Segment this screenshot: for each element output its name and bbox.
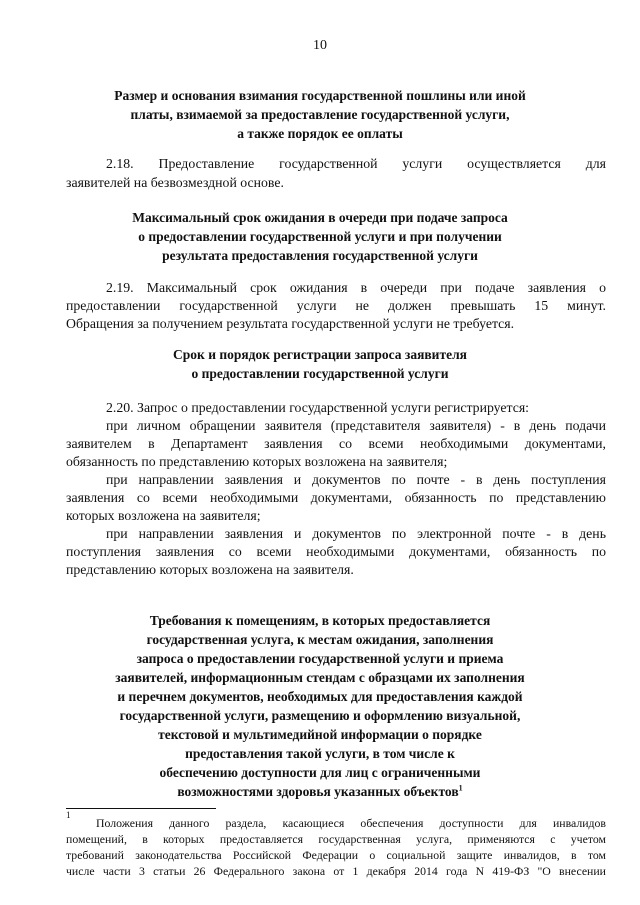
heading-line: возможностями здоровья указанных объектов [177,784,459,799]
heading-line: а также порядок ее оплаты [237,126,403,141]
footnote-reference[interactable]: 1 [458,783,463,793]
heading-line: заявителей, информационным стендам с образцами их заполнения [115,670,525,685]
footnote-line: Положения данного раздела, касающиеся обеспечения доступности для инвалидов [96,816,606,830]
section-heading-registration [60,345,580,383]
section-heading-wait [60,208,580,265]
heading-line: Размер и основания взимания государственной пошлины или иной [114,88,526,103]
paragraph-2-18-line: 2.18. Предоставление государственной услуги осуществляется для [106,156,606,171]
paragraph-2-20-line: при личном обращении заявителя (представителя заявителя) - в день подачи [106,418,606,433]
heading-line: текстовой и мультимедийной информации о порядке [158,727,482,742]
page-number: 10 [313,38,327,53]
paragraph-2-20-line: при направлении заявления и документов по почте - в день поступления [106,472,606,487]
section-heading-requirements [60,611,580,801]
paragraph-2-20-line: при направлении заявления и документов по электронной почте - в день [106,526,606,541]
heading-line: предоставления такой услуги, в том числе к [185,746,455,761]
paragraph-2-20-line: которых возложена на заявителя; [66,508,261,523]
paragraph-2-20-line: обязанность по представлению которых возложена на заявителя; [66,454,448,469]
heading-line: о предоставлении государственной услуги [191,366,449,381]
section-heading-fee [60,86,580,143]
paragraph-2-20-line: представлению которых возложена на заявителя. [66,562,354,577]
footnote-line: числе части 3 статьи 26 Федерального закона от 1 декабря 2014 года N 419-ФЗ "О внесении [66,864,606,878]
heading-line: о предоставлении государственной услуги и при получении [138,229,502,244]
heading-line: и перечнем документов, необходимых для предоставления каждой [117,689,523,704]
heading-line: Требования к помещениям, в которых предоставляется [149,613,491,628]
paragraph-2-20-line: поступления заявления со всеми необходимыми документами, обязанность по [66,544,606,559]
paragraph-2-19-line: предоставлении государственной услуги не должен превышать 15 минут. [66,298,606,313]
footnote-line: требований законодательства Российской Федерации о социальной защите инвалидов, в том [66,848,606,862]
footnote-divider [66,808,216,809]
paragraph-2-18-line: заявителей на безвозмездной основе. [66,175,284,190]
paragraph-2-19-line: 2.19. Максимальный срок ожидания в очереди при подаче заявления о [106,280,606,295]
paragraph-2-19-line: Обращения за получением результата государственной услуги не требуется. [66,316,515,331]
footnote-line: помещений, в которых предоставляется государственная услуга, применяются с учетом [66,832,606,846]
heading-line: государственной услуги, размещению и оформлению визуальной, [119,708,521,723]
heading-line: запроса о предоставлении государственной услуги и приема [136,651,504,666]
paragraph-2-20-line: заявления со всеми необходимыми документами, обязанность по представлению [66,490,606,505]
heading-line: Максимальный срок ожидания в очереди при подаче запроса [132,210,508,225]
heading-line: государственная услуга, к местам ожидания, заполнения [146,632,494,647]
heading-line: обеспечению доступности для лиц с ограниченными [159,765,481,780]
footnote-mark: 1 [66,810,71,820]
paragraph-2-20-line: 2.20. Запрос о предоставлении государственной услуги регистрируется: [106,400,530,415]
heading-line: результата предоставления государственной услуги [162,248,478,263]
heading-line: платы, взимаемой за предоставление государственной услуги, [130,107,510,122]
heading-line-last [60,782,580,801]
heading-line: Срок и порядок регистрации запроса заявителя [173,347,467,362]
paragraph-2-20-line: заявителем в Департамент заявления со всеми необходимыми документами, [66,436,606,451]
